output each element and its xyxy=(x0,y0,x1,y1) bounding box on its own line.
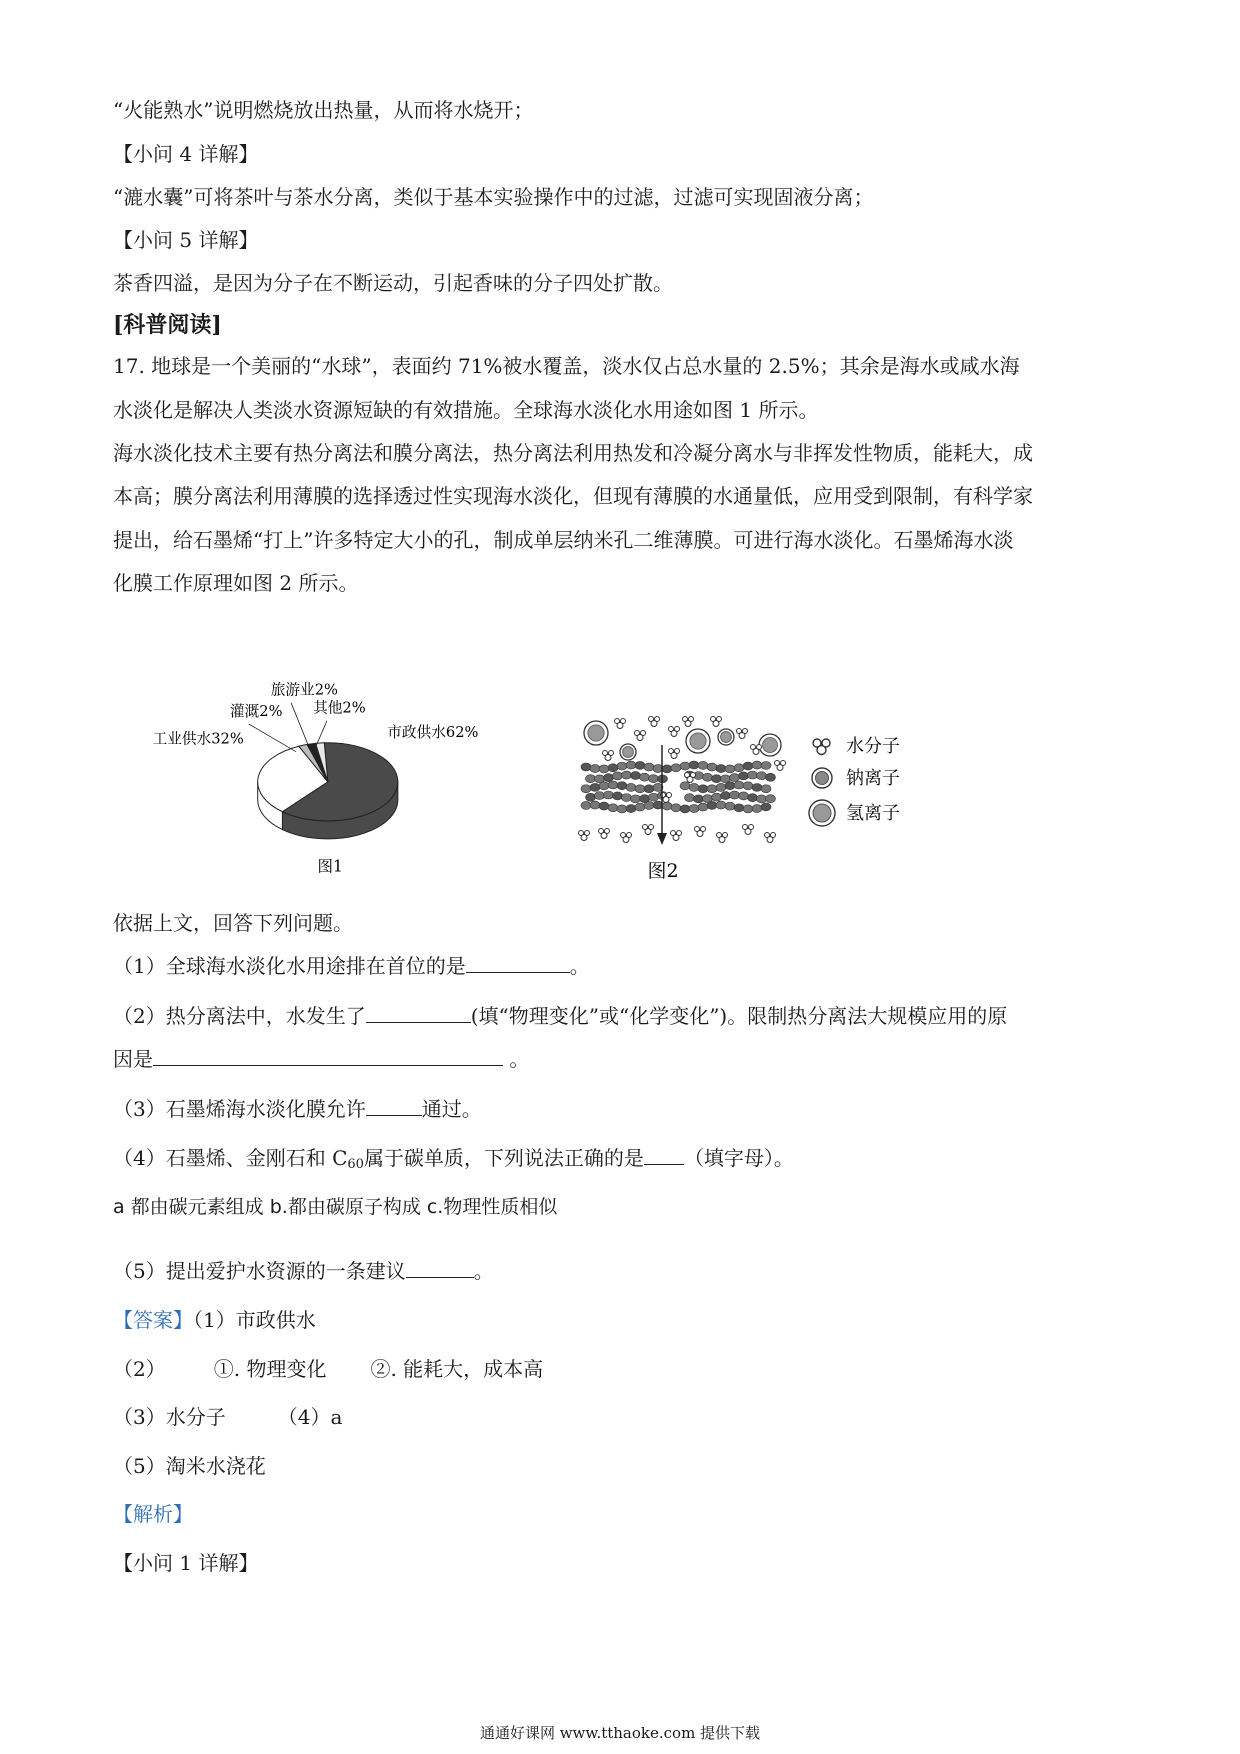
question-2-end: 。 xyxy=(503,1047,530,1071)
pie-label-4: 其他2% xyxy=(313,699,366,717)
membrane-atom xyxy=(626,783,636,791)
membrane-atom xyxy=(640,773,650,781)
answer-2-part-2: ②. 能耗大，成本高 xyxy=(370,1357,544,1381)
question-4-text-2: 属于碳单质，下列说法正确的是 xyxy=(363,1146,644,1170)
membrane-atom xyxy=(707,801,717,809)
membrane-atom xyxy=(590,801,600,809)
membrane-atom xyxy=(698,785,708,793)
membrane-atom xyxy=(608,781,618,789)
membrane-atom xyxy=(680,782,690,790)
question-2-text-3: 因是 xyxy=(113,1047,153,1071)
answer-3: （3）水分子 xyxy=(113,1405,226,1429)
water-molecule xyxy=(673,835,679,841)
ion-core xyxy=(623,747,634,758)
membrane-atom xyxy=(608,804,618,812)
membrane-atom xyxy=(752,761,762,769)
figure-2-caption: 图2 xyxy=(647,860,679,882)
water-molecule xyxy=(671,731,677,737)
membrane-atom xyxy=(734,804,744,812)
membrane-atom xyxy=(766,773,776,781)
membrane-atom xyxy=(748,771,758,779)
membrane-atom xyxy=(743,762,753,770)
membrane-atom xyxy=(649,775,659,783)
answer-blank[interactable] xyxy=(466,952,570,973)
membrane-atom xyxy=(635,803,645,811)
membrane-atom xyxy=(721,792,731,800)
membrane-atom xyxy=(716,765,726,773)
water-molecule xyxy=(745,829,751,835)
membrane-atom xyxy=(622,771,632,779)
answer-tag: 【答案】 xyxy=(113,1308,193,1332)
membrane-atom xyxy=(586,793,596,801)
footer: 通通好课网 www.tthaoke.com 提供下载 xyxy=(479,1724,761,1742)
membrane-atom xyxy=(761,785,771,793)
answer-line-2 xyxy=(113,1355,543,1383)
water-molecule xyxy=(777,765,783,771)
membrane-atom xyxy=(752,805,762,813)
question-3-text: （3）石墨烯海水淡化膜允许 xyxy=(113,1097,366,1121)
ion-core xyxy=(588,725,604,741)
membrane-atom xyxy=(707,785,717,793)
answer-line-3 xyxy=(113,1403,342,1431)
membrane-atom xyxy=(725,802,735,810)
membrane-atom xyxy=(599,782,609,790)
text-line: “漉水囊”可将茶叶与茶水分离，类似于基本实验操作中的过滤，过滤可实现固液分离； xyxy=(113,185,874,209)
membrane-atom xyxy=(734,781,744,789)
membrane-atom xyxy=(644,801,654,809)
membrane-atom xyxy=(581,785,591,793)
membrane-atom xyxy=(739,772,749,780)
question-2 xyxy=(113,1002,1007,1030)
water-molecule xyxy=(663,797,669,803)
water-molecule xyxy=(645,829,651,835)
paragraph-line: 提出，给石墨烯“打上”许多特定大小的孔，制成单层纳米孔二维薄膜。可进行海水淡化。石墨烯海水淡 xyxy=(113,528,1014,552)
pie-label-1: 工业供水32% xyxy=(152,730,244,748)
question-1-text: （1）全球海水淡化水用途排在首位的是 xyxy=(113,954,466,978)
answer-blank[interactable] xyxy=(153,1045,503,1066)
figure-1-caption: 图1 xyxy=(317,857,343,876)
c60-subscript: 60 xyxy=(347,1157,364,1172)
membrane-atom xyxy=(725,765,735,773)
water-molecule xyxy=(685,721,691,727)
text-line: 茶香四溢，是因为分子在不断运动，引起香味的分子四处扩散。 xyxy=(113,271,673,295)
membrane-atom xyxy=(604,791,614,799)
question-4-text: （4）石墨烯、金刚石和 C xyxy=(113,1146,348,1170)
question-1-end: 。 xyxy=(569,954,590,978)
legend-hydrogen: 氢离子 xyxy=(846,803,900,824)
membrane-atom xyxy=(626,805,636,813)
water-molecule xyxy=(581,835,587,841)
membrane-atom xyxy=(703,773,713,781)
membrane-atom xyxy=(680,762,690,770)
membrane-atom xyxy=(739,792,749,800)
membrane-atom xyxy=(599,802,609,810)
membrane-atom xyxy=(662,802,672,810)
membrane-atom xyxy=(694,795,704,803)
question-3-end: 通过。 xyxy=(421,1097,482,1121)
membrane-atom xyxy=(617,762,627,770)
membrane-atom xyxy=(698,761,708,769)
membrane-atom xyxy=(617,782,627,790)
answer-blank[interactable] xyxy=(644,1144,684,1165)
membrane-atom xyxy=(581,763,591,771)
membrane-atom xyxy=(617,805,627,813)
membrane-atom xyxy=(595,792,605,800)
legend-sodium: 钠离子 xyxy=(846,768,900,789)
membrane-atom xyxy=(689,783,699,791)
membrane-atom xyxy=(730,791,740,799)
ion-core xyxy=(763,738,778,753)
membrane-atom xyxy=(689,805,699,813)
membrane-atom xyxy=(644,763,654,771)
graphene-membrane-figure-2 xyxy=(570,705,910,885)
question-4-end: （填字母）。 xyxy=(683,1146,794,1170)
question-2-text: （2）热分离法中，水发生了 xyxy=(113,1004,366,1028)
paragraph-line: 化膜工作原理如图 2 所示。 xyxy=(113,571,359,595)
membrane-atom xyxy=(586,775,596,783)
membrane-atom xyxy=(599,765,609,773)
analysis-tag: 【解析】 xyxy=(113,1502,193,1526)
water-molecule xyxy=(767,837,773,843)
membrane-atom xyxy=(707,763,717,771)
legend-water: 水分子 xyxy=(846,736,900,757)
membrane-atom xyxy=(604,774,614,782)
pie-label-0: 市政供水62% xyxy=(387,724,479,742)
question-3 xyxy=(113,1095,482,1123)
answer-blank[interactable] xyxy=(366,1095,422,1116)
membrane-atom xyxy=(662,765,672,773)
membrane-atom xyxy=(626,761,636,769)
water-molecule xyxy=(605,755,611,761)
paragraph-line: 本高；膜分离法利用薄膜的选择透过性实现海水淡化，但现有薄膜的水通量低，应用受到限制，有科学家 xyxy=(113,484,1033,508)
membrane-atom xyxy=(613,792,623,800)
question-2-text-2: (填“物理变化”或“化学变化”)。限制热分离法大规模应用的原 xyxy=(470,1004,1008,1028)
paragraph-line: 17. 地球是一个美丽的“水球”，表面约 71%被水覆盖，淡水仅占总水量的 2.5%；其余是海水或咸水海 xyxy=(113,354,1020,378)
water-molecule-legend-icon xyxy=(813,739,830,755)
intro-line: 依据上文，回答下列问题。 xyxy=(113,911,353,935)
water-molecule xyxy=(623,837,629,843)
water-molecule xyxy=(697,831,703,837)
membrane-atom xyxy=(631,772,641,780)
membrane-atom xyxy=(761,761,771,769)
pie-label-3: 旅游业2% xyxy=(270,681,338,699)
membrane-atom xyxy=(743,782,753,790)
membrane-atom xyxy=(761,803,771,811)
membrane-atom xyxy=(757,795,767,803)
subquestion-heading: 【小问 5 详解】 xyxy=(113,228,259,252)
pie-leader-line xyxy=(249,724,296,752)
membrane-atom xyxy=(712,793,722,801)
water-molecule xyxy=(687,777,693,783)
membrane-atom xyxy=(590,783,600,791)
membrane-atom xyxy=(622,794,632,802)
membrane-atom xyxy=(671,764,681,772)
membrane-atom xyxy=(680,805,690,813)
question-1 xyxy=(113,952,590,980)
membrane-atom xyxy=(608,764,618,772)
water-molecule xyxy=(671,753,677,759)
question-5-text: （5）提出爱护水资源的一条建议 xyxy=(113,1259,406,1283)
question-4-options: a 都由碳元素组成 b.都由碳原子构成 c.物理性质相似 xyxy=(113,1196,558,1218)
membrane-atom xyxy=(644,785,654,793)
flow-arrow-head xyxy=(657,833,667,845)
water-molecule xyxy=(637,735,643,741)
graphene-membrane xyxy=(581,761,776,813)
membrane-atom xyxy=(613,772,623,780)
pie-leader-line xyxy=(316,721,327,745)
answer-blank[interactable] xyxy=(366,1002,471,1023)
question-5 xyxy=(113,1257,494,1285)
answer-line-5: （5）淘米水浇花 xyxy=(113,1454,266,1478)
paragraph-line: 水淡化是解决人类淡水资源短缺的有效措施。全球海水淡化水用途如图 1 所示。 xyxy=(113,398,819,422)
membrane-atom xyxy=(757,772,767,780)
membrane-atom xyxy=(631,795,641,803)
membrane-atom xyxy=(635,761,645,769)
pie-label-2: 灌溉2% xyxy=(230,702,283,720)
ion-core xyxy=(690,733,706,749)
question-5-end: 。 xyxy=(473,1259,494,1283)
question-4 xyxy=(113,1144,794,1179)
membrane-atom xyxy=(748,794,758,802)
answer-2-part-1: ①. 物理变化 xyxy=(213,1357,327,1381)
membrane-atom xyxy=(725,782,735,790)
pie-chart-figure-1 xyxy=(110,680,570,900)
ion-core xyxy=(721,732,732,743)
membrane-atom xyxy=(766,795,776,803)
membrane-atom xyxy=(671,804,681,812)
paragraph-line: 海水淡化技术主要有热分离法和膜分离法，热分离法利用热发和冷凝分离水与非挥发性物质，能耗大，成 xyxy=(113,441,1033,465)
membrane-atom xyxy=(635,785,645,793)
membrane-atom xyxy=(689,761,699,769)
membrane-atom xyxy=(685,794,695,802)
water-molecule xyxy=(601,833,607,839)
membrane-atom xyxy=(649,793,659,801)
answer-4: （4）a xyxy=(277,1405,343,1429)
water-molecule xyxy=(739,733,745,739)
membrane-atom xyxy=(716,801,726,809)
answer-1: （1）市政供水 xyxy=(193,1308,316,1332)
water-molecule xyxy=(719,837,725,843)
water-molecule xyxy=(617,723,623,729)
answer-2-label: （2） xyxy=(113,1357,166,1381)
text-line: “火能熟水”说明燃烧放出热量，从而将水烧开； xyxy=(113,98,534,122)
water-molecule xyxy=(753,749,759,755)
membrane-atom xyxy=(716,783,726,791)
membrane-atom xyxy=(590,765,600,773)
membrane-atom xyxy=(752,783,762,791)
membrane-atom xyxy=(730,774,740,782)
membrane-atom xyxy=(698,803,708,811)
membrane-atom xyxy=(581,801,591,809)
answer-blank[interactable] xyxy=(406,1257,474,1278)
pie-leader-line xyxy=(291,703,308,745)
subquestion-heading: 【小问 1 详解】 xyxy=(113,1551,259,1575)
membrane-atom xyxy=(743,805,753,813)
section-heading: [科普阅读] xyxy=(113,312,222,338)
water-molecule xyxy=(651,721,657,727)
membrane-atom xyxy=(712,775,722,783)
membrane-atom xyxy=(734,764,744,772)
water-molecule xyxy=(713,721,719,727)
answer-line-1 xyxy=(113,1306,316,1334)
subquestion-heading: 【小问 4 详解】 xyxy=(113,142,259,166)
question-2-cont xyxy=(113,1045,529,1073)
